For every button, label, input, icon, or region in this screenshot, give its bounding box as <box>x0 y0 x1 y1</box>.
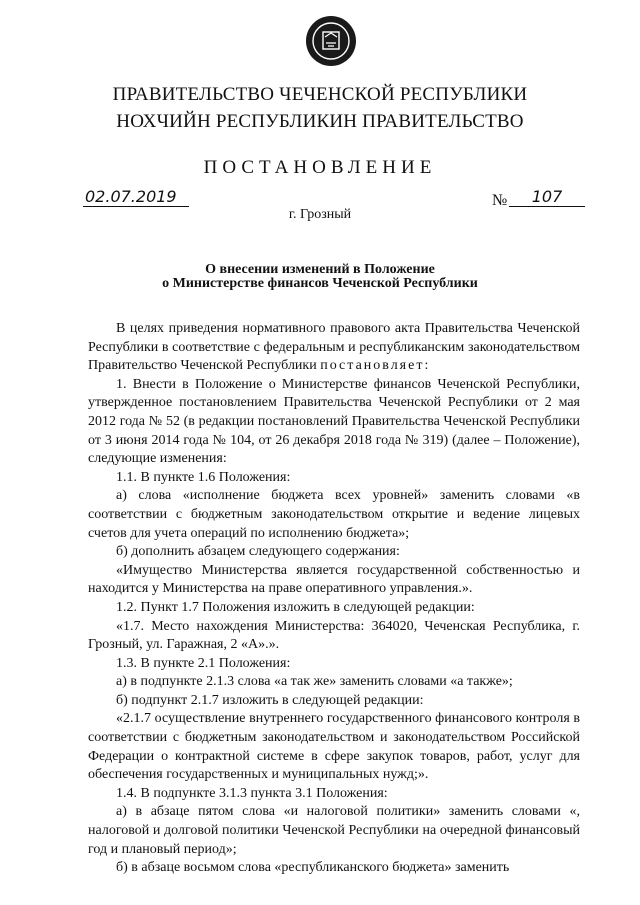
paragraph-1-2-quote: «1.7. Место нахождения Министерства: 364020, Чеченская Республика, г. Грозный, ул. Гаражная, 2 «А».». <box>88 618 580 653</box>
document-number: 107 <box>509 187 585 207</box>
document-body <box>88 320 580 878</box>
document-city: г. Грозный <box>288 207 352 222</box>
paragraph-1-1-a: а) слова «исполнение бюджета всех уровней» заменить словами «в соответствии с бюджетным законодательством открытие и ведение лицевых счетов для учета операций по исполнению бюджета»; <box>88 488 580 541</box>
paragraph-1-1-b: б) дополнить абзацем следующего содержания: <box>116 544 400 560</box>
paragraph-1-4-b: б) в абзаце восьмом слова «республиканского бюджета» заменить <box>116 860 510 876</box>
document-type-title: ПОСТАНОВЛЕНИЕ <box>203 157 437 178</box>
subject-line-1: О внесении изменений в Положение <box>205 262 435 277</box>
paragraph-1-1: 1.1. В пункте 1.6 Положения: <box>116 469 291 485</box>
decree-word: постановляет: <box>320 358 431 374</box>
paragraph-1: 1. Внести в Положение о Министерстве финансов Чеченской Республики, утвержденное постановлением Правительства Чеченской Республики от 2 мая 2012 года № 52 (в редакции постановлений Правительства Чеченской Республики от 3 июня 2014 года № 104, от 26 декабря 2018 года № 319) (далее – Положение), следующие изменения: <box>88 376 580 467</box>
paragraph-1-4-a: а) в абзаце пятом слова «и налоговой политики» заменить словами «, налоговой и долговой политики Чеченской Республики на очередной финансовый год и плановый период»; <box>88 804 580 857</box>
paragraph-1-1-b-quote: «Имущество Министерства является государственной собственностью и находится у Министерства на праве оперативного управления.». <box>88 562 580 597</box>
subject-line-2: о Министерстве финансов Чеченской Республики <box>162 276 478 291</box>
paragraph-1-3-b: б) подпункт 2.1.7 изложить в следующей редакции: <box>116 692 424 708</box>
intro-paragraph: В целях приведения нормативного правового акта Правительства Чеченской Республики в соответствие с федеральным и республиканским законодательством Правительство Чеченской Республики постановляет: <box>88 321 580 374</box>
paragraph-1-3: 1.3. В пункте 2.1 Положения: <box>116 655 291 671</box>
government-name-chechen: НОХЧИЙН РЕСПУБЛИКИН ПРАВИТЕЛЬСТВО <box>116 111 524 132</box>
paragraph-1-3-a: а) в подпункте 2.1.3 слова «а так же» заменить словами «а также»; <box>116 674 513 690</box>
document-number-label: № <box>492 192 508 209</box>
paragraph-1-4: 1.4. В подпункте 3.1.3 пункта 3.1 Положения: <box>116 785 388 801</box>
paragraph-1-2: 1.2. Пункт 1.7 Положения изложить в следующей редакции: <box>116 599 475 615</box>
government-name-russian: ПРАВИТЕЛЬСТВО ЧЕЧЕНСКОЙ РЕСПУБЛИКИ <box>112 84 528 105</box>
paragraph-1-3-b-quote: «2.1.7 осуществление внутреннего государственного финансового контроля в соответствии с бюджетным законодательством и законодательством Российской Федерации о контрактной системе в сфере закупок товаров, работ, услуг для обеспечения государственных и муниципальных нужд;». <box>88 711 580 783</box>
document-date: 02.07.2019 <box>83 187 189 207</box>
coat-of-arms-emblem <box>305 15 357 67</box>
